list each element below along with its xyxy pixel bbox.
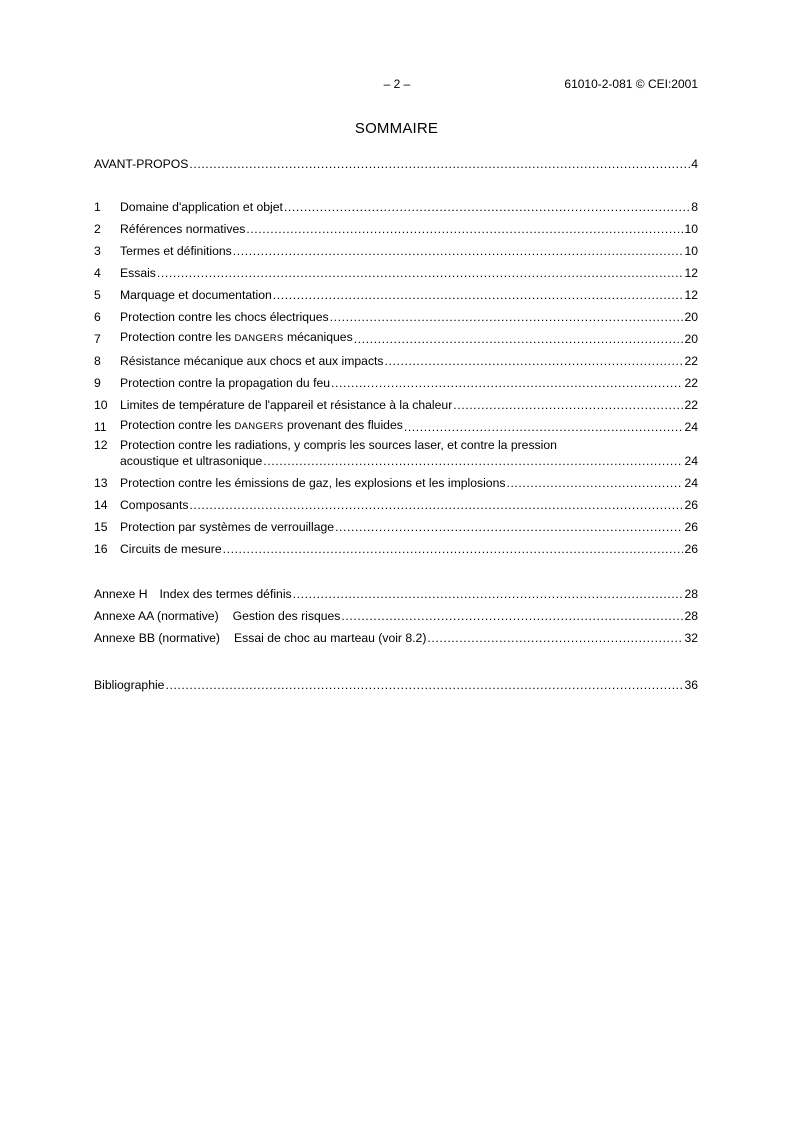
- toc-entry-page: 26: [684, 520, 698, 534]
- leader-dots: [453, 397, 683, 413]
- toc-entry-label: Protection contre les chocs électriques: [120, 310, 329, 324]
- annex-code: Annexe BB (normative): [94, 631, 220, 645]
- label-text: Protection contre les: [120, 418, 235, 432]
- leader-dots: [189, 497, 683, 513]
- leader-dots: [341, 608, 683, 624]
- leader-dots: [165, 677, 683, 693]
- toc-entry-number: 15: [94, 520, 108, 534]
- leader-dots: [404, 419, 684, 435]
- toc-entry-page: 28: [684, 609, 698, 623]
- toc-entry-number: 16: [94, 542, 108, 556]
- toc-entry-number: 1: [94, 200, 101, 214]
- toc-entry-number: 14: [94, 498, 108, 512]
- toc-entry-clause-12[interactable]: [94, 435, 698, 469]
- toc-entry-annex-bb[interactable]: [94, 624, 698, 646]
- toc-entry-label: Protection par systèmes de verrouillage: [120, 520, 335, 534]
- toc-entry-clause-7[interactable]: [94, 325, 698, 347]
- toc-entry-bibliography[interactable]: [94, 671, 698, 693]
- toc-entry-label: Bibliographie: [94, 678, 165, 692]
- toc-entry-page: 22: [684, 398, 698, 412]
- toc-entry-page: 28: [684, 587, 698, 601]
- leader-dots: [293, 586, 684, 602]
- label-text: mécaniques: [283, 330, 353, 344]
- toc-entry-label: Gestion des risques: [232, 609, 341, 623]
- toc-entry-page: 12: [684, 288, 698, 302]
- toc-entry-clause-4[interactable]: [94, 259, 698, 281]
- toc-entry-clause-14[interactable]: [94, 491, 698, 513]
- toc-entry-label: Résistance mécanique aux chocs et aux impacts: [120, 354, 384, 368]
- toc-entry-number: 9: [94, 376, 101, 390]
- leader-dots: [506, 475, 683, 491]
- toc-entry-page: 12: [684, 266, 698, 280]
- defined-term: DANGERS: [234, 421, 284, 432]
- toc-entry-clause-2[interactable]: [94, 215, 698, 237]
- toc-entry-clause-6[interactable]: [94, 303, 698, 325]
- toc-entry-page: 10: [684, 244, 698, 258]
- toc-entry-number: 5: [94, 288, 101, 302]
- page-number: – 2 –: [383, 77, 411, 91]
- annex-code: Annexe AA (normative): [94, 609, 219, 623]
- leader-dots: [246, 221, 683, 237]
- toc-entry-label: Protection contre la propagation du feu: [120, 376, 331, 390]
- toc-entry-label: Domaine d'application et objet: [120, 200, 283, 214]
- toc-entry-page: 24: [684, 420, 698, 434]
- toc-entry-page: 22: [684, 376, 698, 390]
- toc-entry-number: 8: [94, 354, 101, 368]
- toc-entry-page: 26: [684, 498, 698, 512]
- toc-entry-label: Protection contre les émissions de gaz, les explosions et les implosions: [120, 476, 506, 490]
- toc-entry-clause-11[interactable]: [94, 413, 698, 435]
- toc-entry-number: 2: [94, 222, 101, 236]
- toc-entry-label: [120, 417, 403, 435]
- toc-entry-clause-16[interactable]: [94, 535, 698, 557]
- toc-clauses-section: [94, 193, 698, 557]
- toc-entry-page: 24: [684, 476, 698, 490]
- toc-entry-label: Index des termes définis: [159, 587, 292, 601]
- toc-entry-page: 26: [684, 542, 698, 556]
- leader-dots: [354, 331, 684, 347]
- toc-bibliography-section: [94, 671, 698, 693]
- toc-entry-label: [120, 329, 353, 347]
- toc-entry-number: 10: [94, 398, 108, 412]
- toc-entry-page: 20: [684, 332, 698, 346]
- toc-entry-label: Circuits de mesure: [120, 542, 222, 556]
- toc-foreword-section: [94, 150, 698, 172]
- toc-entry-page: 36: [684, 678, 698, 692]
- label-text: provenant des fluides: [283, 418, 403, 432]
- toc-entry-annex-h[interactable]: [94, 580, 698, 602]
- leader-dots: [427, 630, 683, 646]
- defined-term: DANGERS: [234, 333, 284, 344]
- toc-entry-page: 32: [684, 631, 698, 645]
- toc-entry-clause-9[interactable]: [94, 369, 698, 391]
- toc-entry-number: 4: [94, 266, 101, 280]
- toc-entry-label-line1: Protection contre les radiations, y compris les sources laser, et contre la pression: [120, 438, 557, 452]
- toc-entry-clause-3[interactable]: [94, 237, 698, 259]
- toc-entry-foreword[interactable]: [94, 150, 698, 172]
- toc-entry-annex-aa[interactable]: [94, 602, 698, 624]
- toc-entry-page: 10: [684, 222, 698, 236]
- toc-entry-label: Termes et définitions: [120, 244, 232, 258]
- toc-entry-label: Limites de température de l'appareil et résistance à la chaleur: [120, 398, 453, 412]
- toc-entry-label: Références normatives: [120, 222, 246, 236]
- leader-dots: [335, 519, 683, 535]
- toc-entry-label: Essai de choc au marteau (voir 8.2): [234, 631, 427, 645]
- toc-entry-label-line2: acoustique et ultrasonique: [120, 454, 263, 468]
- leader-dots: [331, 375, 683, 391]
- toc-entry-page: 20: [684, 310, 698, 324]
- leader-dots: [223, 541, 684, 557]
- leader-dots: [189, 156, 690, 172]
- toc-entry-label: AVANT-PROPOS: [94, 157, 189, 171]
- annex-code: Annexe H: [94, 587, 148, 601]
- toc-entry-clause-8[interactable]: [94, 347, 698, 369]
- toc-annexes-section: [94, 580, 698, 646]
- toc-entry-clause-10[interactable]: [94, 391, 698, 413]
- leader-dots: [284, 199, 690, 215]
- leader-dots: [233, 243, 684, 259]
- document-reference: 61010-2-081 © CEI:2001: [564, 77, 698, 91]
- toc-entry-number: 12: [94, 438, 108, 452]
- toc-entry-page: 24: [684, 454, 698, 468]
- leader-dots: [273, 287, 684, 303]
- toc-entry-number: 13: [94, 476, 108, 490]
- toc-entry-clause-5[interactable]: [94, 281, 698, 303]
- leader-dots: [330, 309, 684, 325]
- toc-entry-page: 8: [691, 200, 698, 214]
- toc-entry-label: Composants: [120, 498, 189, 512]
- toc-entry-page: 4: [691, 157, 698, 171]
- toc-entry-clause-13[interactable]: [94, 469, 698, 491]
- leader-dots: [157, 265, 684, 281]
- toc-entry-number: 7: [94, 332, 101, 346]
- toc-entry-label: Marquage et documentation: [120, 288, 272, 302]
- toc-entry-clause-15[interactable]: [94, 513, 698, 535]
- page-title: SOMMAIRE: [354, 120, 439, 137]
- leader-dots: [263, 453, 683, 469]
- toc-entry-clause-1[interactable]: [94, 193, 698, 215]
- leader-dots: [385, 353, 684, 369]
- toc-entry-page: 22: [684, 354, 698, 368]
- toc-entry-number: 3: [94, 244, 101, 258]
- toc-entry-number: 6: [94, 310, 101, 324]
- toc-entry-number: 11: [94, 420, 107, 434]
- label-text: Protection contre les: [120, 330, 235, 344]
- toc-entry-label: Essais: [120, 266, 156, 280]
